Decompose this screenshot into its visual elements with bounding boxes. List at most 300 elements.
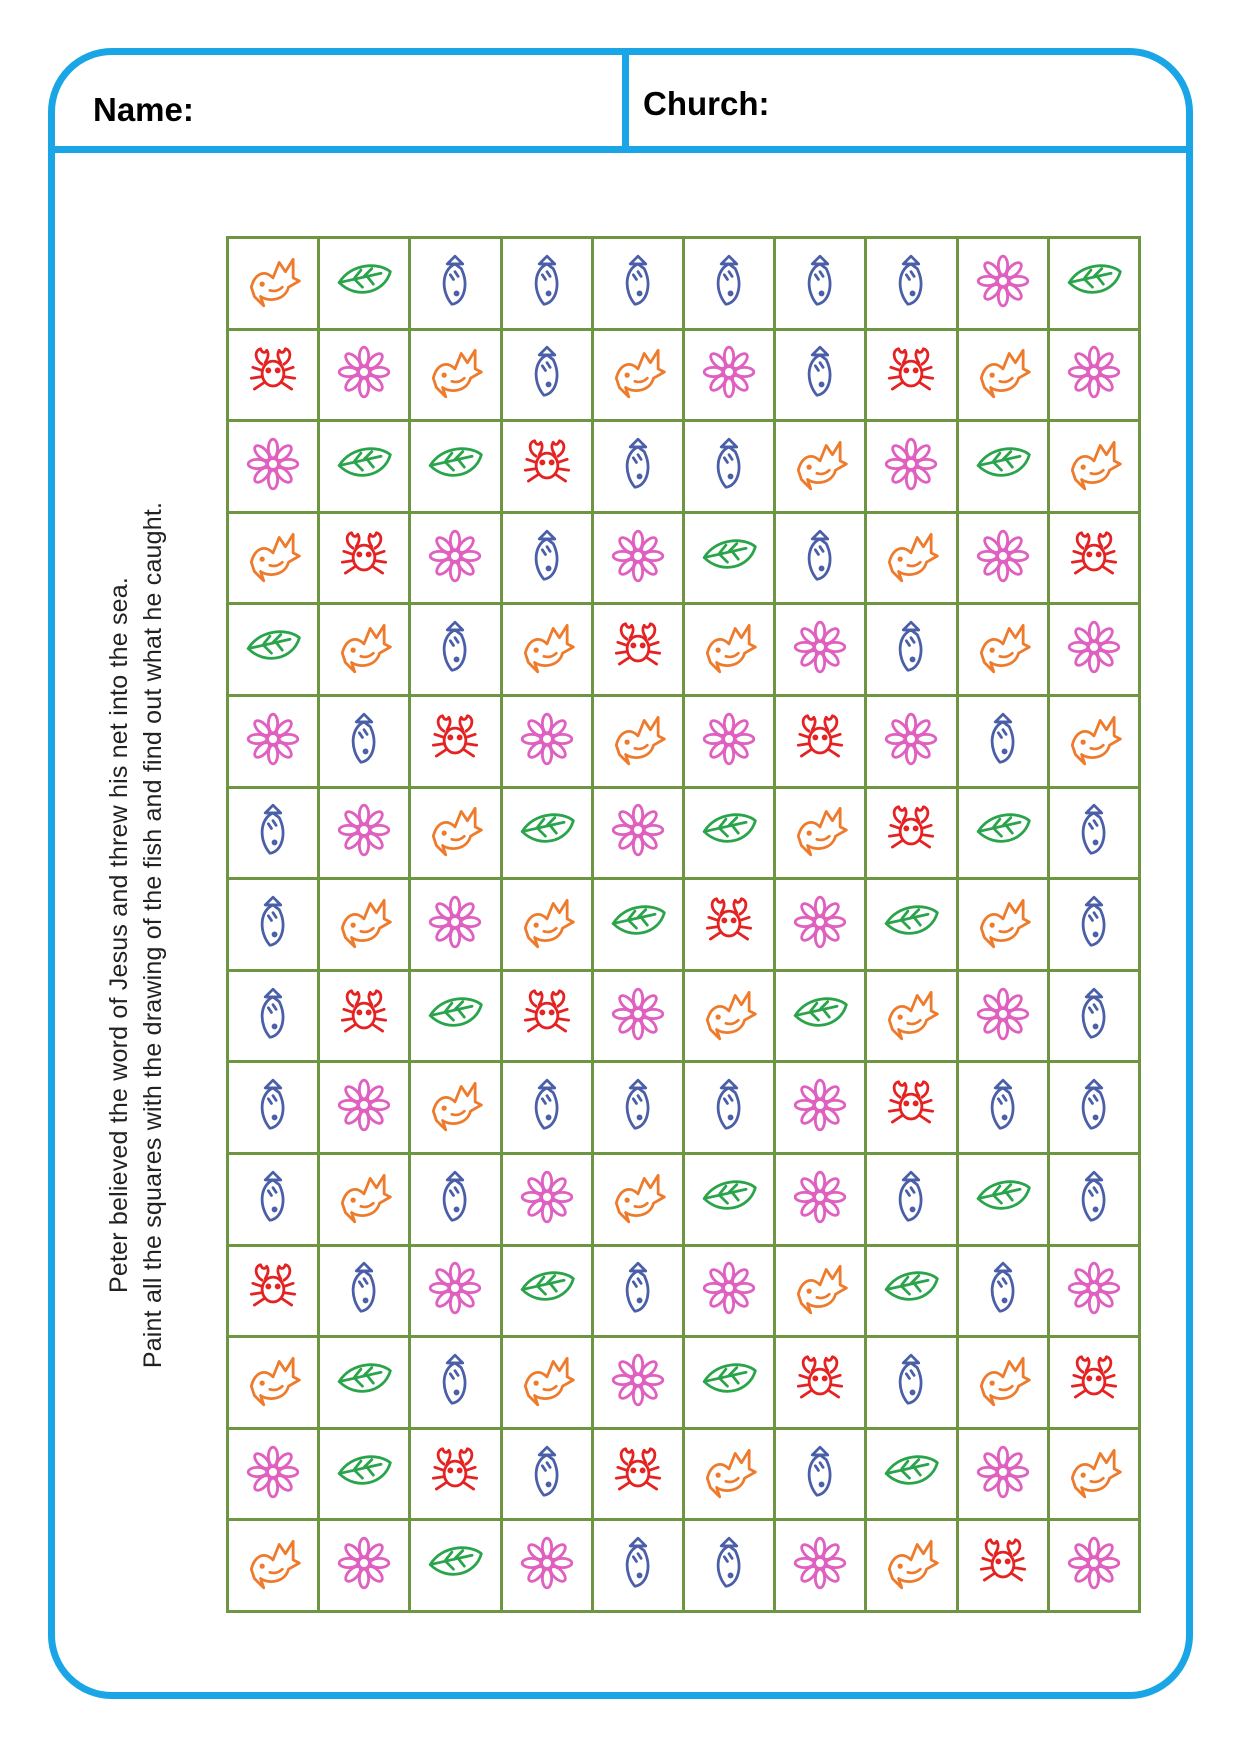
grid-cell[interactable] [867, 331, 955, 420]
leaf-icon [424, 433, 486, 500]
grid-cell[interactable] [503, 789, 591, 878]
grid-cell[interactable] [685, 239, 773, 328]
leaf-icon [972, 799, 1034, 866]
fish-icon [1063, 1166, 1125, 1233]
fish-icon [1063, 1074, 1125, 1141]
grid-cell[interactable] [776, 1430, 864, 1519]
grid-cell[interactable] [594, 514, 682, 603]
grid-cell[interactable] [867, 1247, 955, 1336]
grid-cell[interactable] [320, 789, 408, 878]
grid-cell[interactable] [320, 697, 408, 786]
grid-cell[interactable] [959, 331, 1047, 420]
grid-cell[interactable] [594, 880, 682, 969]
grid-cell[interactable] [1050, 1063, 1138, 1152]
flower-icon [1063, 616, 1125, 683]
grid-cell[interactable] [959, 605, 1047, 694]
grid-cell[interactable] [959, 422, 1047, 511]
grid-cell[interactable] [503, 514, 591, 603]
bird-icon [698, 616, 760, 683]
leaf-icon [607, 891, 669, 958]
flower-icon [789, 1532, 851, 1599]
grid-cell[interactable] [1050, 514, 1138, 603]
bird-icon [516, 1349, 578, 1416]
leaf-icon [424, 1532, 486, 1599]
leaf-icon [516, 1257, 578, 1324]
grid-cell[interactable] [320, 880, 408, 969]
grid-cell[interactable] [1050, 1247, 1138, 1336]
flower-icon [1063, 341, 1125, 408]
leaf-icon [424, 983, 486, 1050]
grid-cell[interactable] [411, 1155, 499, 1244]
grid-cell[interactable] [320, 1338, 408, 1427]
grid-cell[interactable] [320, 972, 408, 1061]
grid-cell[interactable] [1050, 1521, 1138, 1610]
grid-cell[interactable] [776, 1338, 864, 1427]
fish-icon [972, 708, 1034, 775]
fish-icon [242, 1074, 304, 1141]
flower-icon [698, 1257, 760, 1324]
instruction-line-2: Paint all the squares with the drawing of the fish and find out what he caught. [139, 501, 167, 1369]
bird-icon [607, 341, 669, 408]
bird-icon [607, 708, 669, 775]
fish-icon [880, 1349, 942, 1416]
grid-cell[interactable] [594, 1430, 682, 1519]
crab-icon [333, 525, 395, 592]
grid-cell[interactable] [1050, 1430, 1138, 1519]
flower-icon [607, 525, 669, 592]
grid-cell[interactable] [867, 1155, 955, 1244]
grid-cell[interactable] [776, 972, 864, 1061]
instructions [102, 435, 170, 1435]
crab-icon [880, 799, 942, 866]
grid-cell[interactable] [411, 1430, 499, 1519]
grid-cell[interactable] [959, 239, 1047, 328]
bird-icon [880, 1532, 942, 1599]
grid-cell[interactable] [411, 1338, 499, 1427]
grid-cell[interactable] [776, 1247, 864, 1336]
grid-cell[interactable] [867, 1063, 955, 1152]
crab-icon [1063, 525, 1125, 592]
grid-cell[interactable] [229, 972, 317, 1061]
fish-icon [698, 250, 760, 317]
grid-cell[interactable] [1050, 239, 1138, 328]
grid-cell[interactable] [776, 1063, 864, 1152]
bird-icon [242, 1532, 304, 1599]
flower-icon [789, 1166, 851, 1233]
leaf-icon [698, 1349, 760, 1416]
grid-cell[interactable] [959, 1247, 1047, 1336]
bird-icon [333, 1166, 395, 1233]
instruction-line-1: Peter believed the word of Jesus and threw his net into the sea. [105, 577, 133, 1293]
bird-icon [972, 1349, 1034, 1416]
flower-icon [972, 1441, 1034, 1508]
grid-cell[interactable] [594, 1155, 682, 1244]
flower-icon [333, 1532, 395, 1599]
flower-icon [242, 1441, 304, 1508]
grid-cell[interactable] [594, 789, 682, 878]
fish-icon [242, 799, 304, 866]
fish-icon [1063, 799, 1125, 866]
grid-cell[interactable] [503, 1247, 591, 1336]
fish-icon [607, 1074, 669, 1141]
flower-icon [424, 891, 486, 958]
flower-icon [516, 1166, 578, 1233]
flower-icon [516, 708, 578, 775]
grid-cell[interactable] [229, 880, 317, 969]
grid-cell[interactable] [320, 605, 408, 694]
fish-icon [607, 1532, 669, 1599]
grid-cell[interactable] [1050, 697, 1138, 786]
grid-cell[interactable] [685, 972, 773, 1061]
leaf-icon [242, 616, 304, 683]
leaf-icon [698, 1166, 760, 1233]
crab-icon [424, 1441, 486, 1508]
grid-cell[interactable] [411, 1521, 499, 1610]
bird-icon [333, 616, 395, 683]
grid-cell[interactable] [685, 514, 773, 603]
grid-cell[interactable] [503, 1338, 591, 1427]
grid-cell[interactable] [594, 422, 682, 511]
grid-cell[interactable] [594, 1338, 682, 1427]
leaf-icon [972, 433, 1034, 500]
grid-cell[interactable] [1050, 422, 1138, 511]
flower-icon [698, 708, 760, 775]
bird-icon [242, 250, 304, 317]
crab-icon [242, 1257, 304, 1324]
grid-cell[interactable] [411, 789, 499, 878]
flower-icon [607, 799, 669, 866]
flower-icon [698, 341, 760, 408]
grid-cell[interactable] [320, 1063, 408, 1152]
grid-cell[interactable] [685, 697, 773, 786]
grid-cell[interactable] [959, 1430, 1047, 1519]
picture-grid [226, 236, 1141, 1613]
fish-icon [880, 616, 942, 683]
grid-cell[interactable] [685, 1338, 773, 1427]
grid-cell[interactable] [503, 1063, 591, 1152]
crab-icon [424, 708, 486, 775]
fish-icon [698, 433, 760, 500]
fish-icon [607, 433, 669, 500]
fish-icon [424, 616, 486, 683]
crab-icon [1063, 1349, 1125, 1416]
grid-cell[interactable] [685, 422, 773, 511]
leaf-icon [880, 1257, 942, 1324]
leaf-icon [333, 433, 395, 500]
grid-cell[interactable] [959, 789, 1047, 878]
bird-icon [424, 1074, 486, 1141]
grid-cell[interactable] [685, 1521, 773, 1610]
grid-cell[interactable] [503, 331, 591, 420]
grid-cell[interactable] [867, 1521, 955, 1610]
grid-cell[interactable] [867, 422, 955, 511]
fish-icon [698, 1074, 760, 1141]
grid-cell[interactable] [685, 331, 773, 420]
grid-cell[interactable] [959, 972, 1047, 1061]
grid-cell[interactable] [411, 239, 499, 328]
crab-icon [789, 708, 851, 775]
fish-icon [789, 1441, 851, 1508]
grid-cell[interactable] [685, 605, 773, 694]
flower-icon [1063, 1532, 1125, 1599]
leaf-icon [516, 799, 578, 866]
grid-cell[interactable] [685, 789, 773, 878]
grid-cell[interactable] [776, 1155, 864, 1244]
bird-icon [516, 616, 578, 683]
leaf-icon [698, 525, 760, 592]
fish-icon [607, 1257, 669, 1324]
grid-cell[interactable] [867, 514, 955, 603]
crab-icon [516, 983, 578, 1050]
fish-icon [972, 1074, 1034, 1141]
grid-cell[interactable] [776, 331, 864, 420]
grid-cell[interactable] [411, 331, 499, 420]
grid-cell[interactable] [867, 605, 955, 694]
grid-cell[interactable] [229, 697, 317, 786]
flower-icon [242, 708, 304, 775]
grid-cell[interactable] [320, 1247, 408, 1336]
grid-cell[interactable] [503, 239, 591, 328]
grid-cell[interactable] [959, 1338, 1047, 1427]
grid-cell[interactable] [594, 331, 682, 420]
bird-icon [880, 525, 942, 592]
bird-icon [1063, 708, 1125, 775]
header-divider [622, 55, 629, 146]
crab-icon [242, 341, 304, 408]
bird-icon [424, 799, 486, 866]
grid-cell[interactable] [229, 331, 317, 420]
fish-icon [424, 1349, 486, 1416]
flower-icon [607, 983, 669, 1050]
fish-icon [880, 1166, 942, 1233]
grid-cell[interactable] [959, 880, 1047, 969]
grid-cell[interactable] [867, 239, 955, 328]
grid-cell[interactable] [411, 514, 499, 603]
grid-cell[interactable] [503, 1430, 591, 1519]
grid-cell[interactable] [229, 1338, 317, 1427]
crab-icon [880, 341, 942, 408]
grid-cell[interactable] [594, 1521, 682, 1610]
grid-cell[interactable] [320, 422, 408, 511]
bird-icon [972, 341, 1034, 408]
grid-cell[interactable] [959, 697, 1047, 786]
leaf-icon [1063, 250, 1125, 317]
leaf-icon [333, 1441, 395, 1508]
grid-cell[interactable] [229, 1155, 317, 1244]
grid-cell[interactable] [503, 1521, 591, 1610]
grid-cell[interactable] [1050, 1338, 1138, 1427]
grid-cell[interactable] [594, 1247, 682, 1336]
grid-cell[interactable] [320, 331, 408, 420]
grid-cell[interactable] [229, 1430, 317, 1519]
flower-icon [880, 708, 942, 775]
crab-icon [333, 983, 395, 1050]
grid-cell[interactable] [320, 1430, 408, 1519]
fish-icon [880, 250, 942, 317]
fish-icon [516, 525, 578, 592]
fish-icon [516, 1441, 578, 1508]
fish-icon [607, 250, 669, 317]
grid-cell[interactable] [685, 1430, 773, 1519]
grid-cell[interactable] [776, 605, 864, 694]
flower-icon [972, 983, 1034, 1050]
grid-cell[interactable] [1050, 789, 1138, 878]
name-label: Name: [93, 91, 194, 128]
flower-icon [516, 1532, 578, 1599]
flower-icon [972, 250, 1034, 317]
grid-cell[interactable] [1050, 972, 1138, 1061]
flower-icon [789, 1074, 851, 1141]
flower-icon [880, 433, 942, 500]
grid-cell[interactable] [411, 697, 499, 786]
grid-cell[interactable] [411, 605, 499, 694]
grid-cell[interactable] [411, 1063, 499, 1152]
bird-icon [516, 891, 578, 958]
grid-cell[interactable] [776, 789, 864, 878]
crab-icon [607, 616, 669, 683]
crab-icon [516, 433, 578, 500]
grid-cell[interactable] [411, 972, 499, 1061]
flower-icon [424, 525, 486, 592]
grid-cell[interactable] [503, 605, 591, 694]
fish-icon [424, 1166, 486, 1233]
leaf-icon [333, 1349, 395, 1416]
bird-icon [607, 1166, 669, 1233]
fish-icon [789, 525, 851, 592]
grid-cell[interactable] [685, 880, 773, 969]
grid-cell[interactable] [1050, 880, 1138, 969]
grid-cell[interactable] [229, 1247, 317, 1336]
grid-cell[interactable] [959, 514, 1047, 603]
header-bar [55, 55, 1186, 153]
grid-cell[interactable] [776, 1521, 864, 1610]
flower-icon [333, 1074, 395, 1141]
grid-cell[interactable] [503, 697, 591, 786]
grid-cell[interactable] [229, 239, 317, 328]
leaf-icon [880, 891, 942, 958]
leaf-icon [789, 983, 851, 1050]
crab-icon [607, 1441, 669, 1508]
bird-icon [424, 341, 486, 408]
grid-cell[interactable] [776, 239, 864, 328]
flower-icon [607, 1349, 669, 1416]
crab-icon [789, 1349, 851, 1416]
fish-icon [789, 341, 851, 408]
flower-icon [242, 433, 304, 500]
fish-icon [1063, 891, 1125, 958]
bird-icon [1063, 433, 1125, 500]
grid-cell[interactable] [959, 1155, 1047, 1244]
grid-cell[interactable] [229, 1521, 317, 1610]
grid-cell[interactable] [867, 789, 955, 878]
grid-cell[interactable] [959, 1521, 1047, 1610]
grid-cell[interactable] [320, 1155, 408, 1244]
leaf-icon [880, 1441, 942, 1508]
bird-icon [789, 1257, 851, 1324]
flower-icon [789, 891, 851, 958]
grid-cell[interactable] [594, 605, 682, 694]
grid-cell[interactable] [867, 1338, 955, 1427]
grid-cell[interactable] [503, 972, 591, 1061]
fish-icon [516, 1074, 578, 1141]
grid-cell[interactable] [320, 514, 408, 603]
grid-cell[interactable] [229, 605, 317, 694]
bird-icon [333, 891, 395, 958]
fish-icon [333, 708, 395, 775]
bird-icon [789, 799, 851, 866]
grid-cell[interactable] [867, 697, 955, 786]
grid-cell[interactable] [594, 972, 682, 1061]
fish-icon [333, 1257, 395, 1324]
grid-cell[interactable] [776, 880, 864, 969]
bird-icon [698, 1441, 760, 1508]
grid-cell[interactable] [776, 514, 864, 603]
grid-cell[interactable] [320, 239, 408, 328]
bird-icon [1063, 1441, 1125, 1508]
grid-cell[interactable] [867, 880, 955, 969]
grid-cell[interactable] [503, 880, 591, 969]
flower-icon [333, 341, 395, 408]
fish-icon [972, 1257, 1034, 1324]
grid-cell[interactable] [1050, 605, 1138, 694]
grid-cell[interactable] [685, 1155, 773, 1244]
grid-cell[interactable] [411, 1247, 499, 1336]
grid-cell[interactable] [229, 789, 317, 878]
grid-cell[interactable] [1050, 331, 1138, 420]
crab-icon [972, 1532, 1034, 1599]
grid-cell[interactable] [594, 697, 682, 786]
grid-cell[interactable] [229, 422, 317, 511]
grid-cell[interactable] [959, 1063, 1047, 1152]
grid-cell[interactable] [320, 1521, 408, 1610]
grid-cell[interactable] [411, 422, 499, 511]
grid-cell[interactable] [776, 697, 864, 786]
grid-cell[interactable] [867, 1430, 955, 1519]
grid-cell[interactable] [867, 972, 955, 1061]
grid-cell[interactable] [503, 422, 591, 511]
grid-cell[interactable] [594, 1063, 682, 1152]
leaf-icon [698, 799, 760, 866]
fish-icon [242, 891, 304, 958]
flower-icon [1063, 1257, 1125, 1324]
fish-icon [516, 250, 578, 317]
grid-cell[interactable] [685, 1247, 773, 1336]
grid-cell[interactable] [229, 514, 317, 603]
fish-icon [424, 250, 486, 317]
fish-icon [242, 983, 304, 1050]
bird-icon [242, 525, 304, 592]
grid-cell[interactable] [503, 1155, 591, 1244]
church-label: Church: [643, 85, 770, 122]
bird-icon [972, 616, 1034, 683]
grid-cell[interactable] [411, 880, 499, 969]
grid-cell[interactable] [594, 239, 682, 328]
bird-icon [972, 891, 1034, 958]
leaf-icon [972, 1166, 1034, 1233]
grid-cell[interactable] [685, 1063, 773, 1152]
flower-icon [424, 1257, 486, 1324]
flower-icon [333, 799, 395, 866]
crab-icon [880, 1074, 942, 1141]
fish-icon [516, 341, 578, 408]
bird-icon [698, 983, 760, 1050]
bird-icon [242, 1349, 304, 1416]
grid-cell[interactable] [1050, 1155, 1138, 1244]
grid-cell[interactable] [776, 422, 864, 511]
fish-icon [1063, 983, 1125, 1050]
crab-icon [698, 891, 760, 958]
grid-cell[interactable] [229, 1063, 317, 1152]
